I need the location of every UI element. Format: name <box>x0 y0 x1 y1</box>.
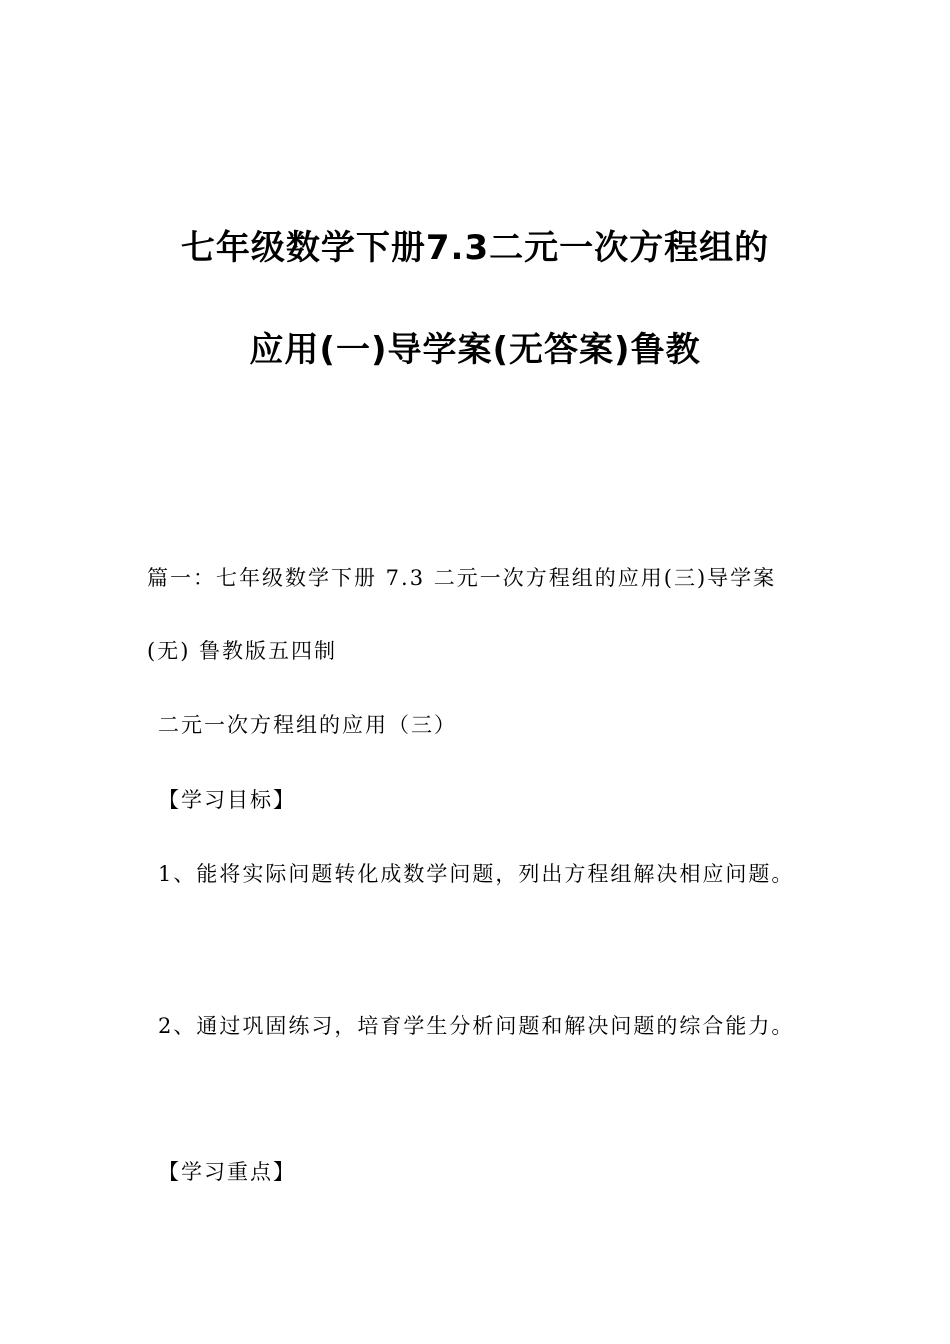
document-title-line-2: 应用(一)导学案(无答案)鲁教 <box>249 330 701 370</box>
section-title: 二元一次方程组的应用（三） <box>158 713 457 737</box>
learning-objectives-heading: 【学习目标】 <box>158 788 296 812</box>
article-heading-line-1: 篇一：七年级数学下册 7.3 二元一次方程组的应用(三)导学案 <box>147 566 777 590</box>
document-title-line-1: 七年级数学下册7.3二元一次方程组的 <box>180 228 770 268</box>
article-heading-line-2: (无) 鲁教版五四制 <box>147 639 338 663</box>
objective-item-2: 2、通过巩固练习，培育学生分析问题和解决问题的综合能力。 <box>158 1014 795 1038</box>
learning-focus-heading: 【学习重点】 <box>158 1160 296 1184</box>
objective-item-1: 1、能将实际问题转化成数学问题，列出方程组解决相应问题。 <box>158 862 795 886</box>
